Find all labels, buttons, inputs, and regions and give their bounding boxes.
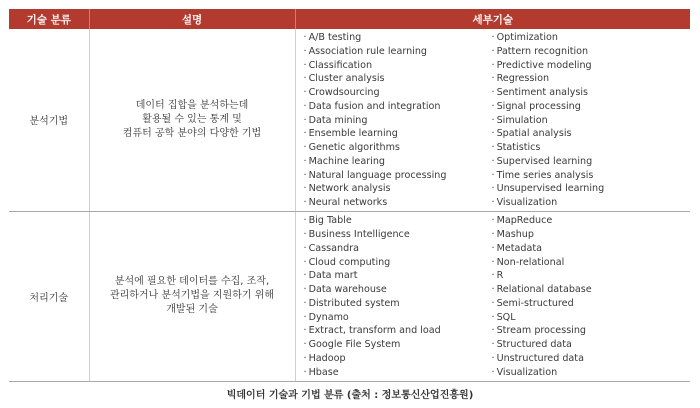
techs-left-column (296, 31, 482, 210)
tech-item: · Time series analysis (492, 169, 670, 183)
tech-item: · SQL (492, 311, 670, 325)
tech-item: · Supervised learning (492, 155, 670, 169)
tech-item: · Google File System (304, 338, 482, 352)
tech-item: · Association rule learning (304, 45, 482, 59)
tech-item: · Signal processing (492, 100, 670, 114)
tech-item: · Genetic algorithms (304, 141, 482, 155)
row-description (89, 211, 295, 381)
table-row (9, 29, 690, 211)
tech-item: · Unsupervised learning (492, 182, 670, 196)
tech-item: · Data mining (304, 114, 482, 128)
tech-item: · Big Table (304, 214, 482, 228)
tech-item: · Machine learing (304, 155, 482, 169)
tech-item: · Neural networks (304, 196, 482, 210)
tech-item: · Natural language processing (304, 169, 482, 183)
tech-item: · Sentiment analysis (492, 86, 670, 100)
tech-item: · Mashup (492, 228, 670, 242)
tech-item: · Dynamo (304, 311, 482, 325)
header-category: 기술 분류 (9, 9, 89, 29)
tech-item: · Metadata (492, 242, 670, 256)
table-header-row (9, 9, 690, 29)
tech-item: · Regression (492, 72, 670, 86)
tech-item: · A/B testing (304, 31, 482, 45)
header-detail-techs: 세부기술 (295, 9, 690, 29)
tech-item: · Data fusion and integration (304, 100, 482, 114)
tech-item: · Business Intelligence (304, 228, 482, 242)
tech-item: · Optimization (492, 31, 670, 45)
tech-item: · Statistics (492, 141, 670, 155)
tech-item: · R (492, 269, 670, 283)
tech-item: · Hadoop (304, 352, 482, 366)
tech-item: · Extract, transform and load (304, 324, 482, 338)
tech-item: · Hbase (304, 366, 482, 380)
tech-item: · Classification (304, 59, 482, 73)
tech-item: · Spatial analysis (492, 127, 670, 141)
table-row (9, 211, 690, 381)
row-category: 분석기법 (9, 29, 89, 211)
tech-item: · Data warehouse (304, 283, 482, 297)
tech-item: · Data mart (304, 269, 482, 283)
tech-item: · Structured data (492, 338, 670, 352)
tech-item: · Relational database (492, 283, 670, 297)
techs-right-column (482, 214, 670, 379)
tech-item: · Predictive modeling (492, 59, 670, 73)
description-line: 데이터 집합을 분석하는데 (135, 99, 249, 111)
table-caption: 빅데이터 기술과 기법 분류 (출처 : 정보통신산업진흥원) (226, 390, 474, 401)
tech-item: · Cloud computing (304, 256, 482, 270)
big-data-table (9, 9, 690, 382)
description-line: 분석에 필요한 데이터를 수집, 조작, (114, 276, 270, 288)
row-techs (295, 29, 690, 211)
description-line: 개발된 기술 (166, 304, 218, 316)
techs-right-column (482, 31, 670, 210)
row-category: 처리기술 (9, 211, 89, 381)
tech-item: · Non-relational (492, 256, 670, 270)
tech-item: · Simulation (492, 114, 670, 128)
tech-item: · Stream processing (492, 324, 670, 338)
row-description (89, 29, 295, 211)
tech-item: · Pattern recognition (492, 45, 670, 59)
tech-item: · Visualization (492, 196, 670, 210)
tech-item: · Crowdsourcing (304, 86, 482, 100)
description-line: 활용될 수 있는 통계 및 (142, 113, 242, 125)
tech-item: · Visualization (492, 366, 670, 380)
row-techs (295, 211, 690, 381)
tech-item: · Cluster analysis (304, 72, 482, 86)
tech-item: · Unstructured data (492, 352, 670, 366)
description-line: 컴퓨터 공학 분야의 다양한 기법 (122, 127, 262, 139)
tech-item: · Distributed system (304, 297, 482, 311)
tech-item: · Cassandra (304, 242, 482, 256)
tech-item: · Semi-structured (492, 297, 670, 311)
description-line: 관리하거나 분석기법을 지원하기 위해 (109, 290, 275, 302)
tech-item: · MapReduce (492, 214, 670, 228)
tech-item: · Ensemble learning (304, 127, 482, 141)
header-description: 설명 (89, 9, 295, 29)
techs-left-column (296, 214, 482, 379)
tech-item: · Network analysis (304, 182, 482, 196)
